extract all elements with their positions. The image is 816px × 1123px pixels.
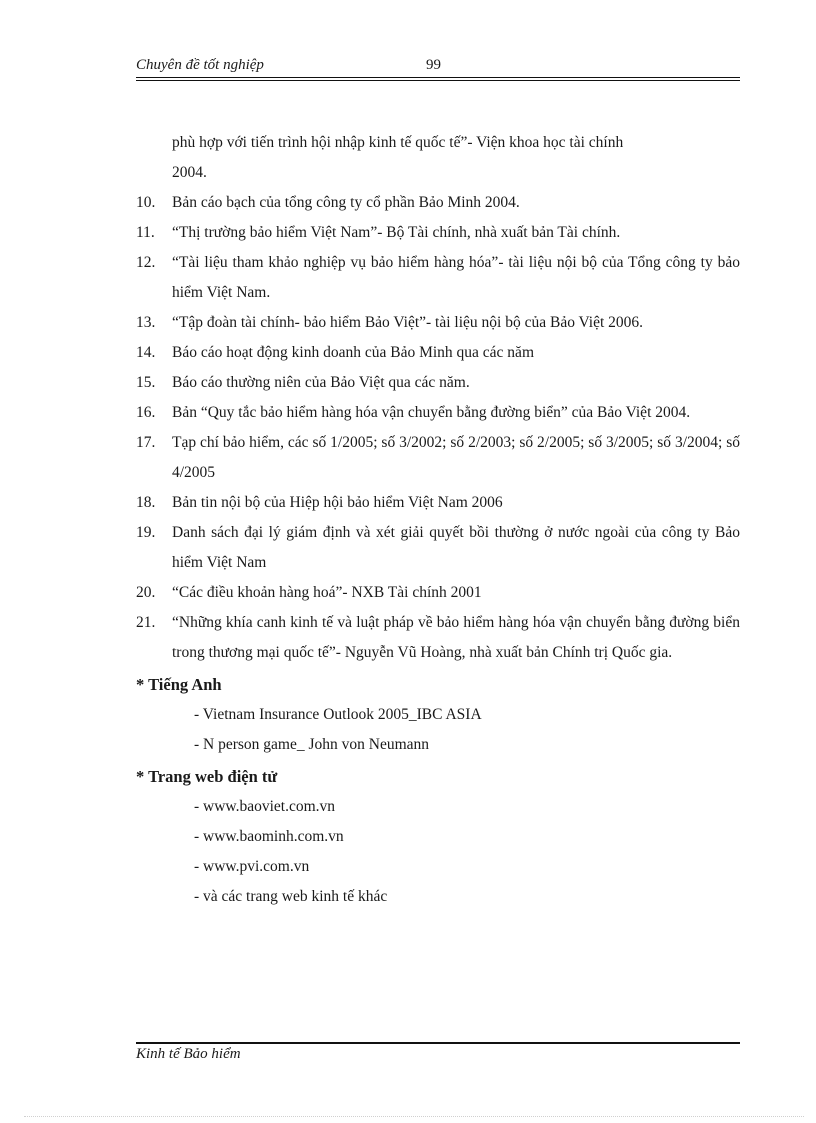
reference-item	[136, 398, 740, 428]
reference-number: 20.	[136, 584, 156, 601]
reference-item	[136, 338, 740, 368]
reference-number: 11.	[136, 224, 155, 241]
website-reference: - www.pvi.com.vn	[194, 858, 310, 875]
reference-item	[136, 188, 740, 218]
reference-item	[136, 218, 740, 248]
section-heading-websites: * Trang web điện tử	[136, 767, 278, 786]
reference-text: Tạp chí bảo hiểm, các số 1/2005; số 3/2002; số 2/2003; số 2/2005; số 3/2005; số 3/2004; số 4/2005	[172, 434, 740, 481]
english-reference: - N person game_ John von Neumann	[194, 736, 430, 753]
reference-text: Báo cáo thường niên của Bảo Việt qua các năm.	[172, 374, 470, 391]
reference-text: “Tập đoàn tài chính- bảo hiểm Bảo Việt”- tài liệu nội bộ của Bảo Việt 2006.	[172, 314, 644, 331]
reference-text: Bản cáo bạch của tổng công ty cổ phần Bảo Minh 2004.	[172, 194, 520, 211]
reference-item	[136, 248, 740, 308]
reference-text: Báo cáo hoạt động kinh doanh của Bảo Minh qua các năm	[172, 344, 534, 361]
english-reference: - Vietnam Insurance Outlook 2005_IBC ASIA	[194, 706, 482, 723]
continuation-line: phù hợp với tiến trình hội nhập kinh tế quốc tế”- Viện khoa học tài chính	[172, 134, 624, 151]
reference-text: “Những khía canh kinh tế và luật pháp về bảo hiểm hàng hóa vận chuyển bằng đường biển trong thương mại quốc tế”- Nguyễn Vũ Hoàng, nhà xuất bản Chính trị Quốc gia.	[172, 614, 740, 661]
reference-number: 16.	[136, 404, 156, 421]
section-heading-english: * Tiếng Anh	[136, 675, 222, 694]
reference-item	[136, 578, 740, 608]
reference-text: Bản tin nội bộ của Hiệp hội bảo hiểm Việt Nam 2006	[172, 494, 503, 511]
reference-number: 12.	[136, 254, 156, 271]
reference-item	[136, 518, 740, 578]
reference-number: 21.	[136, 614, 156, 631]
reference-text: “Thị trường bảo hiểm Việt Nam”- Bộ Tài chính, nhà xuất bản Tài chính.	[172, 224, 621, 241]
reference-text: Bản “Quy tắc bảo hiểm hàng hóa vận chuyển bằng đường biển” của Bảo Việt 2004.	[172, 404, 691, 421]
footer-rule	[136, 1042, 740, 1044]
reference-number: 17.	[136, 434, 156, 451]
reference-item	[136, 308, 740, 338]
reference-number: 14.	[136, 344, 156, 361]
header-title: Chuyên đề tốt nghiệp	[136, 57, 264, 73]
reference-text: “Tài liệu tham khảo nghiệp vụ bảo hiểm hàng hóa”- tài liệu nội bộ của Tổng công ty bảo hiểm Việt Nam.	[172, 254, 740, 301]
footer-text: Kinh tế Bảo hiểm	[136, 1046, 241, 1062]
reference-list	[136, 128, 740, 912]
header-rule-bottom	[136, 80, 740, 81]
reference-number: 18.	[136, 494, 156, 511]
reference-item	[136, 608, 740, 668]
reference-number: 13.	[136, 314, 156, 331]
website-reference: - và các trang web kinh tế khác	[194, 888, 388, 905]
reference-item	[136, 428, 740, 488]
page-number: 99	[426, 57, 441, 73]
reference-text: “Các điều khoản hàng hoá”- NXB Tài chính 2001	[172, 584, 482, 601]
reference-item	[136, 368, 740, 398]
reference-text: Danh sách đại lý giám định và xét giải quyết bồi thường ở nước ngoài của công ty Bảo hiểm Việt Nam	[172, 524, 740, 571]
reference-number: 19.	[136, 524, 156, 541]
page-bottom-border	[24, 1116, 804, 1117]
reference-number: 10.	[136, 194, 156, 211]
continuation-line: 2004.	[172, 164, 207, 181]
website-reference: - www.baoviet.com.vn	[194, 798, 336, 815]
reference-number: 15.	[136, 374, 156, 391]
website-reference: - www.baominh.com.vn	[194, 828, 344, 845]
reference-item	[136, 488, 740, 518]
header-rule-top	[136, 77, 740, 78]
